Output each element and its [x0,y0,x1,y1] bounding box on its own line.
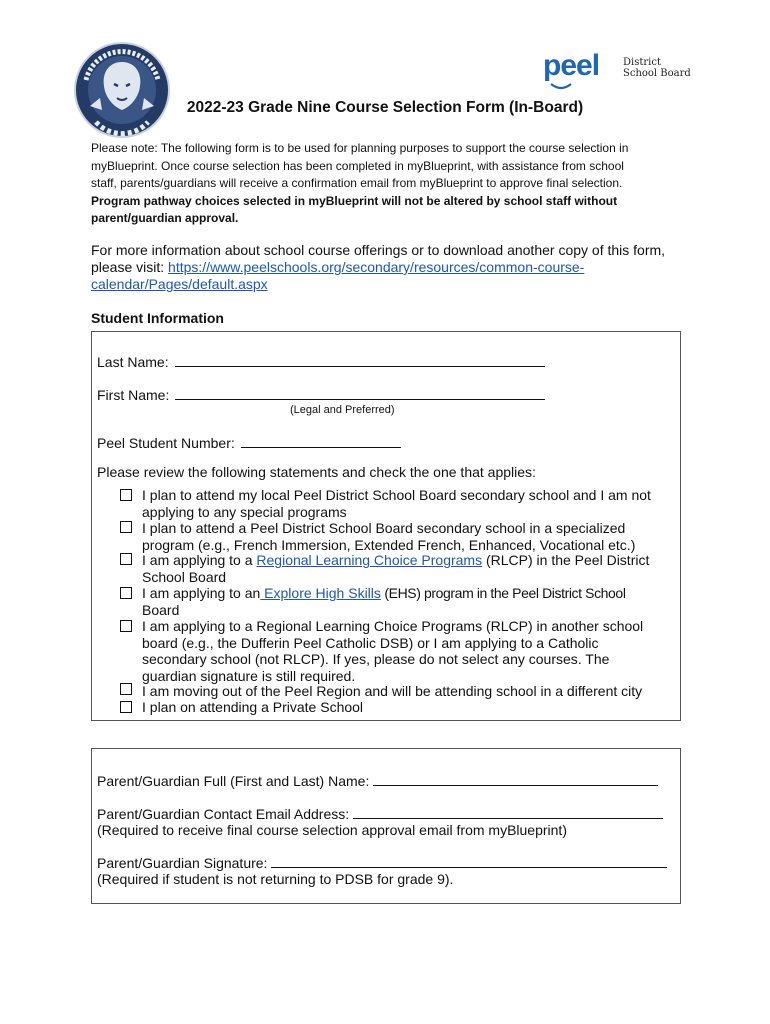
note-line-2: myBlueprint. Once course selection has been completed in myBlueprint, with assistance from school [91,158,624,173]
guardian-signature-label: Parent/Guardian Signature: [97,855,268,871]
ehs-link[interactable]: Explore High Skills [260,585,381,601]
note-line-3: staff, parents/guardians will receive a confirmation email from myBlueprint to approve final selection. [91,176,623,190]
option-text: (RLCP) in the Peel District [482,552,650,568]
guardian-signature-row [97,854,667,872]
option-specialized-program [142,520,662,553]
peel-logo-board-text [623,57,691,79]
guardian-signature-field[interactable] [271,854,667,868]
option-text: applying to any special programs [142,503,347,520]
option-private-school [142,699,662,716]
peel-logo-line2: School Board [623,68,691,79]
option-checkbox-private-school[interactable] [120,701,132,713]
first-name-row [97,386,545,404]
option-checkbox-local-school[interactable] [120,489,132,501]
rlcp-link[interactable]: Regional Learning Choice Programs [256,552,483,568]
option-ehs [142,585,662,618]
calendar-link-part-2[interactable]: calendar/Pages/default.aspx [91,276,268,292]
guardian-name-label: Parent/Guardian Full (First and Last) Name: [97,773,370,789]
option-text: I plan on attending a Private School [142,699,364,715]
first-name-label: First Name: [97,387,170,403]
more-info-prefix: please visit: [91,259,169,275]
option-checkbox-ehs[interactable] [120,587,132,599]
option-text: guardian signature is still required. [142,667,356,684]
first-name-field[interactable] [175,386,545,400]
option-text: I am applying to an [142,585,261,601]
option-text: program (e.g., French Immersion, Extended French, Enhanced, Vocational etc.) [142,536,636,553]
option-checkbox-rlcp-peel[interactable] [120,553,132,565]
guardian-name-row [97,772,658,790]
student-number-label: Peel Student Number: [97,435,235,451]
page-title: 2022-23 Grade Nine Course Selection Form (In-Board) [186,99,584,116]
option-checkbox-specialized-program[interactable] [120,521,132,533]
peel-smile-icon [550,83,572,91]
option-local-school [142,487,662,520]
note-bold-line-2: parent/guardian approval. [91,211,239,225]
guardian-name-field[interactable] [373,772,658,786]
first-name-hint: (Legal and Preferred) [290,404,395,416]
more-info-line-2 [91,259,681,276]
note-line-1: Please note: The following form is to be used for planning purposes to support the course selection in [91,141,629,155]
calendar-link-part-1[interactable]: https://www.peelschools.org/secondary/resources/common-course- [168,259,585,275]
student-number-field[interactable] [241,434,401,448]
option-checkbox-moving-out[interactable] [120,683,132,695]
option-text: I am applying to a Regional Learning Choice Programs (RLCP) in another school [142,618,644,634]
last-name-label: Last Name: [97,354,169,370]
option-text: I am moving out of the Peel Region and will be attending school in a different city [142,683,643,699]
option-text: I am applying to a [142,552,257,568]
last-name-row [97,353,545,371]
student-info-heading: Student Information [91,310,224,326]
peel-board-logo [543,49,693,91]
option-text: I plan to attend a Peel District School Board secondary school in a specialized [142,520,626,536]
more-info-line-3 [91,276,681,293]
guardian-email-label: Parent/Guardian Contact Email Address: [97,806,350,822]
option-text: secondary school (not RLCP). If yes, please do not select any courses. The [142,651,610,667]
option-text: board (e.g., the Dufferin Peel Catholic DSB) or I am applying to a Catholic [142,634,599,651]
option-rlcp-peel [142,552,662,585]
option-line [142,585,662,602]
option-text: I plan to attend my local Peel District School Board secondary school and I am not [142,487,651,503]
option-moving-out [142,683,662,700]
guardian-email-row [97,805,663,823]
option-rlcp-other-board [142,618,662,684]
last-name-field[interactable] [175,353,545,367]
guardian-email-field[interactable] [353,805,663,819]
more-info-line-1: For more information about school course offerings or to download another copy of this form, [91,242,666,258]
option-text: Board [142,601,180,618]
guardian-signature-note: (Required if student is not returning to PDSB for grade 9). [97,871,454,887]
option-text: School Board [142,568,227,585]
peel-logo-word: peel [543,49,600,82]
student-number-row [97,434,401,452]
note-bold-line-1: Program pathway choices selected in myBlueprint will not be altered by school staff without [91,193,618,208]
guardian-email-note: (Required to receive final course selection approval email from myBlueprint) [97,822,567,838]
school-logo [72,40,172,140]
peel-logo-line1: District [623,57,661,68]
option-text: (EHS) program in the Peel District School [380,585,626,601]
review-prompt: Please review the following statements and check the one that applies: [97,464,536,480]
lion-crest-icon [72,40,172,140]
option-line [142,552,662,569]
option-checkbox-rlcp-other-board[interactable] [120,620,132,632]
